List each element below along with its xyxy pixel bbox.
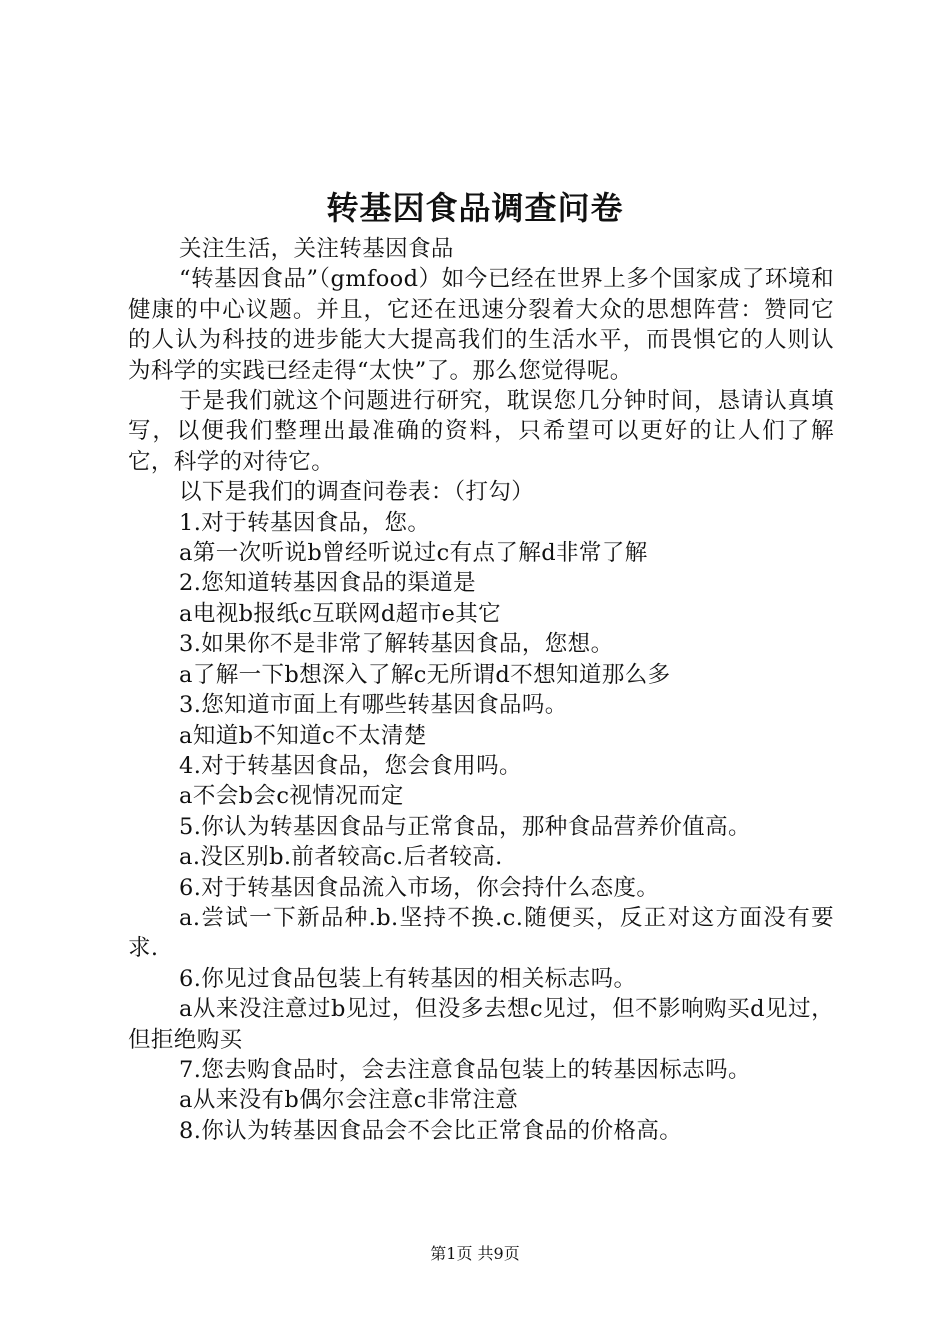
options-2: a电视b报纸c互联网d超市e其它 [179,600,502,627]
options-7: a从来没有b偶尔会注意c非常注意 [179,1087,519,1114]
options-6b: a从来没注意过b见过，但没多去想c见过，但不影响购买d见过，但拒绝购买 [128,996,834,1053]
paragraph-request: 于是我们就这个问题进行研究，耽误您几分钟时间，恳请认真填写，以便我们整理出最准确的资料，只希望可以更好的让人们了解它，科学的对待它。 [128,388,834,475]
options-1: a第一次听说b曾经听说过c有点了解d非常了解 [179,540,648,567]
question-7: 7.您去购食品时，会去注意食品包装上的转基因标志吗。 [179,1056,751,1083]
question-6b: 6.你见过食品包装上有转基因的相关标志吗。 [179,965,637,992]
question-3a: 3.如果你不是非常了解转基因食品，您想。 [179,631,614,658]
options-3a: a了解一下b想深入了解c无所谓d不想知道那么多 [179,661,671,688]
options-6a: a.尝试一下新品种.b.坚持不换.c.随便买，反正对这方面没有要求. [128,904,834,962]
paragraph-intro: “转基因食品”（gmfood）如今已经在世界上多个国家成了环境和健康的中心议题。并且，它还在迅速分裂着大众的思想阵营：赞同它的人认为科技的进步能大大提高我们的生活水平，而畏惧它的人则认为科学的实践已经走得“太快”了。那么您觉得呢。 [128,266,834,384]
question-2: 2.您知道转基因食品的渠道是 [179,570,477,597]
document-body [128,234,834,1146]
question-1: 1.对于转基因食品，您。 [179,509,431,536]
page-footer: 第1页 共9页 [430,1244,520,1263]
question-6a: 6.对于转基因食品流入市场，你会持什么态度。 [179,874,660,901]
document-title: 转基因食品调查问卷 [326,189,624,227]
paragraph-subtitle: 关注生活，关注转基因食品 [179,236,454,262]
question-3b: 3.您知道市面上有哪些转基因食品吗。 [179,692,568,719]
options-4: a不会b会c视情况而定 [179,783,404,810]
options-5: a.没区别b.前者较高c.后者较高. [179,844,503,871]
options-3b: a知道b不知道c不太清楚 [179,722,427,749]
paragraph-instructions: 以下是我们的调查问卷表：（打勾） [179,479,535,506]
question-5: 5.你认为转基因食品与正常食品，那种食品营养价值高。 [179,813,751,840]
question-4: 4.对于转基因食品，您会食用吗。 [179,752,522,779]
question-8: 8.你认为转基因食品会不会比正常食品的价格高。 [179,1117,683,1144]
